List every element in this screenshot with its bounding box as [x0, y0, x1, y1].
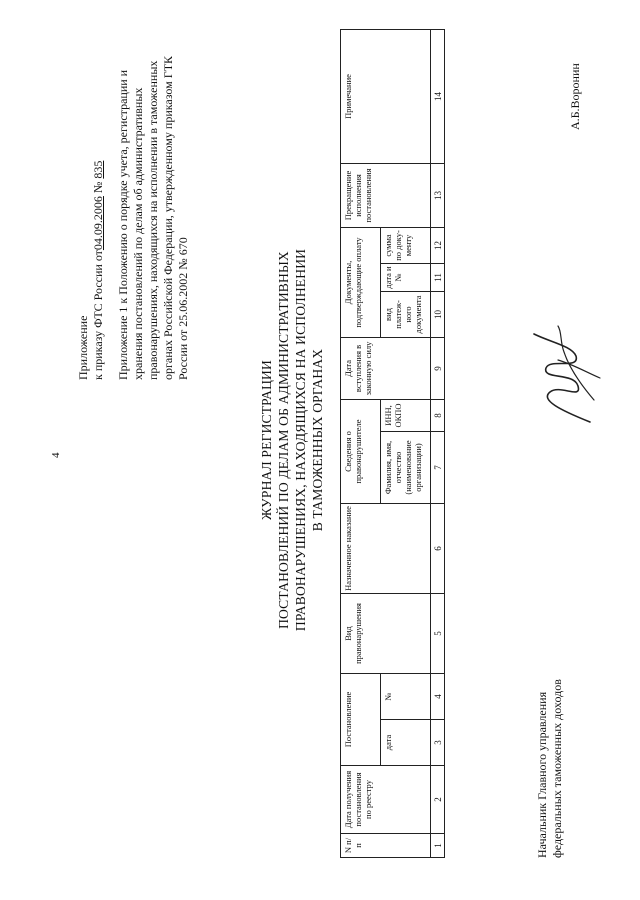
- header-received-date: Дата получения постановления по реестру: [341, 766, 431, 834]
- column-number: 4: [431, 674, 445, 720]
- column-number-row: [431, 29, 445, 857]
- position-line: Начальник Главного управления: [535, 691, 549, 858]
- column-number: 9: [431, 337, 445, 399]
- header-resolution: Постановление: [341, 674, 381, 766]
- header-termination: Прекращение исполнения постановления: [341, 163, 431, 227]
- appendix-title: Приложение: [76, 315, 90, 380]
- column-number: 6: [431, 504, 445, 594]
- header-offense-type: Вид правонарушения: [341, 594, 431, 674]
- signer-name: А.Б.Воронин: [568, 63, 582, 130]
- column-number: 2: [431, 766, 445, 834]
- header-offender-info: Сведения о правонарушителе: [341, 399, 381, 503]
- header-resolution-no: №: [381, 674, 431, 720]
- appendix-text: Приложение 1 к Положению о порядке учета, регистрации и хранения постановлений по делам об административных правонарушениях, находящихся на исполнении в таможенных органах Российской Федерации, утвержденному приказом ГТК России от 25.06.2002 № 670: [116, 55, 190, 380]
- title-line: ПРАВОНАРУШЕНИЯХ, НАХОДЯЩИХСЯ НА ИСПОЛНЕНИИ: [293, 248, 308, 632]
- column-number: 7: [431, 432, 445, 504]
- table-header-row: [341, 29, 381, 857]
- title-line: В ТАМОЖЕННЫХ ОРГАНАХ: [310, 348, 325, 532]
- order-no-prefix: №: [91, 181, 105, 194]
- title-line: ПОСТАНОВЛЕНИЙ ПО ДЕЛАМ ОБ АДМИНИСТРАТИВНЫХ: [276, 251, 291, 629]
- header-effective-date: Дата вступления в законную силу: [341, 337, 431, 399]
- journal-title: [258, 230, 326, 650]
- handwritten-signature: [520, 320, 610, 430]
- signatory-position: [535, 679, 565, 858]
- header-num: N п/п: [341, 834, 431, 858]
- order-reference: [91, 20, 106, 380]
- title-line: ЖУРНАЛ РЕГИСТРАЦИИ: [259, 360, 274, 520]
- header-payment-doc-type: вид платеж-ного документа: [381, 291, 431, 337]
- header-resolution-date: дата: [381, 720, 431, 766]
- column-number: 14: [431, 29, 445, 163]
- column-number: 5: [431, 594, 445, 674]
- column-number: 3: [431, 720, 445, 766]
- header-note: Примечание: [341, 29, 431, 163]
- order-date: 04.09.2006: [91, 196, 105, 251]
- order-prefix: к приказу ФТС России от: [91, 250, 105, 380]
- header-payment-docs: Документы, подтверждающие оплату: [341, 227, 381, 337]
- column-number: 11: [431, 263, 445, 291]
- column-number: 12: [431, 227, 445, 263]
- header-payment-amount: сумма по доку-менту: [381, 227, 431, 263]
- header-payment-date-no: дата и №: [381, 263, 431, 291]
- order-number: 835: [91, 160, 105, 179]
- column-number: 8: [431, 399, 445, 431]
- column-number: 10: [431, 291, 445, 337]
- position-line: федеральных таможенных доходов: [550, 679, 564, 858]
- page-number: 4: [50, 452, 62, 458]
- header-penalty: Назначенное наказание: [341, 504, 431, 594]
- column-number: 13: [431, 163, 445, 227]
- appendix-block: [76, 20, 191, 380]
- journal-table: [340, 29, 445, 858]
- column-number: 1: [431, 834, 445, 858]
- header-offender-name: Фамилия, имя, отчество (наименование организации): [381, 432, 431, 504]
- header-offender-inn: ИНН, ОКПО: [381, 399, 431, 431]
